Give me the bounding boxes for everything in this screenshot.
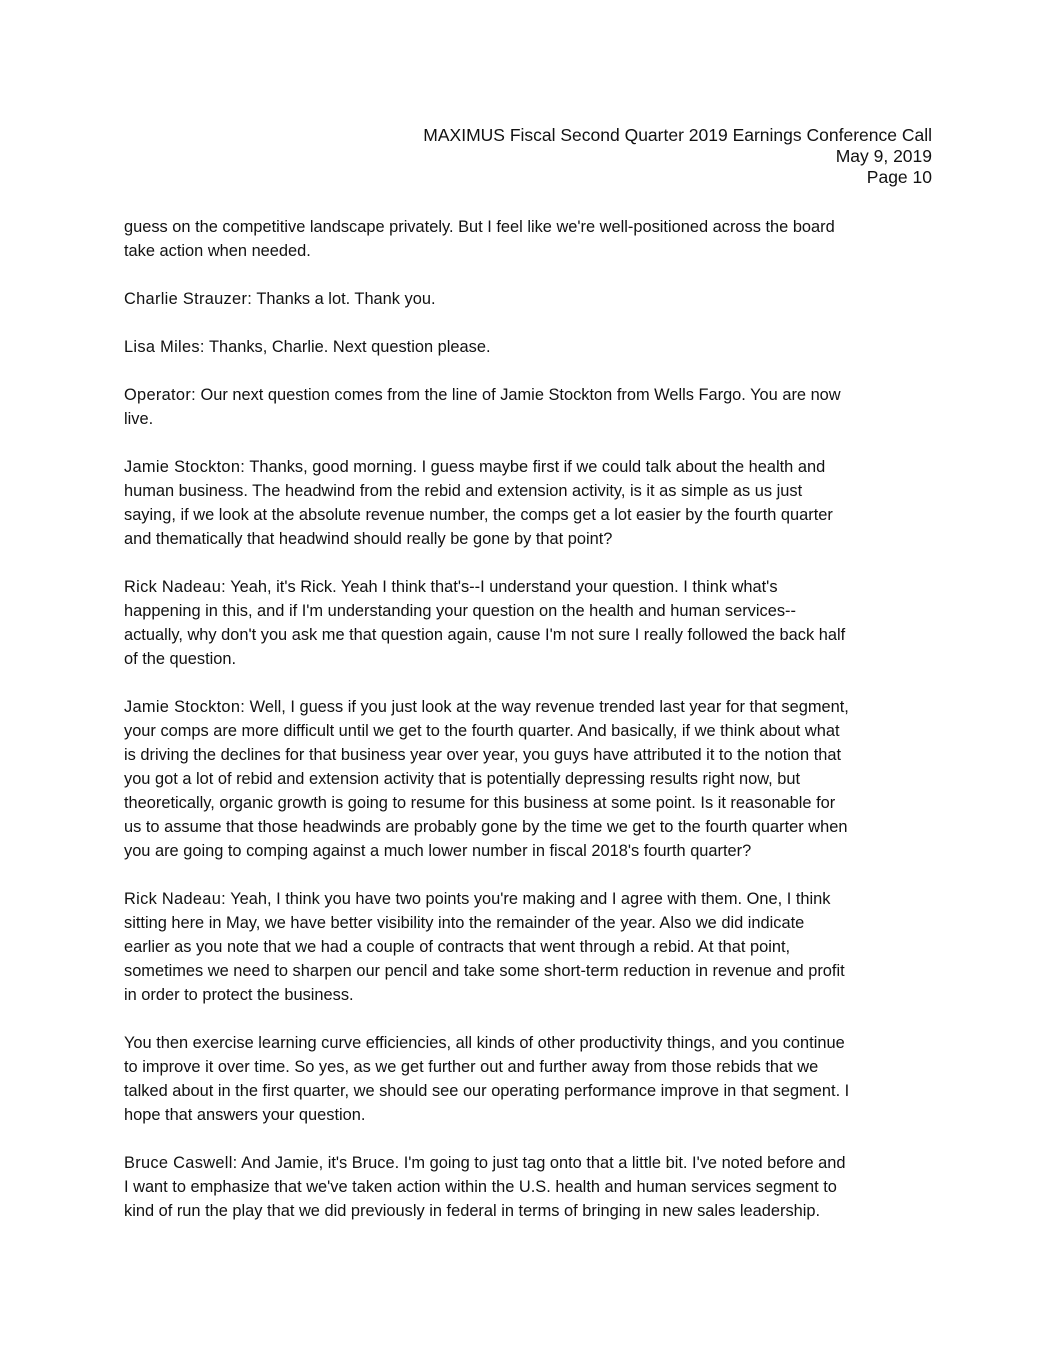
transcript-line [124,647,939,671]
transcript-paragraph [124,887,939,1007]
line-text: Our next question comes from the line of Jamie Stockton from Wells Fargo. You are now [195,386,841,404]
transcript-line [124,503,939,527]
line-text: your comps are more difficult until we get to the fourth quarter. And basically, if we think about what [124,722,840,740]
transcript-line [124,335,939,359]
transcript-line [124,815,939,839]
transcript-line [124,287,939,311]
line-text: Yeah, it's Rick. Yeah I think that's--I understand your question. I think what's [226,578,778,596]
line-text: Thanks, good morning. I guess maybe first if we could talk about the health and [245,458,826,476]
transcript-line [124,407,939,431]
line-text: you are going to comping against a much lower number in fiscal 2018's fourth quarter? [124,842,752,860]
line-text: You then exercise learning curve efficiencies, all kinds of other productivity things, and you continue [124,1034,845,1052]
speaker-name: Rick Nadeau: [124,890,226,908]
line-text: hope that answers your question. [124,1106,366,1124]
speaker-name: Operator: [124,386,196,404]
speaker-name: Lisa Miles: [124,338,205,356]
transcript-paragraph [124,287,939,311]
transcript-line [124,839,939,863]
line-text: live. [124,410,154,428]
line-text: in order to protect the business. [124,986,354,1004]
transcript-paragraph [124,383,939,431]
transcript-line [124,215,939,239]
line-text: I want to emphasize that we've taken action within the U.S. health and human services segment to [124,1178,837,1196]
transcript-line [124,455,939,479]
line-text: And Jamie, it's Bruce. I'm going to just tag onto that a little bit. I've noted before and [237,1154,846,1172]
transcript-line [124,791,939,815]
line-text: human business. The headwind from the rebid and extension activity, is it as simple as us just [124,482,803,500]
line-text: Thanks a lot. Thank you. [252,290,436,308]
transcript-paragraph [124,695,939,863]
transcript-line [124,983,939,1007]
line-text: Yeah, I think you have two points you're making and I agree with them. One, I think [226,890,831,908]
transcript-line [124,911,939,935]
transcript-paragraph [124,335,939,359]
line-text: is driving the declines for that business year over year, you guys have attributed it to the notion that [124,746,842,764]
speaker-name: Bruce Caswell: [124,1154,238,1172]
line-text: happening in this, and if I'm understanding your question on the health and human services-- [124,602,796,620]
line-text: you got a lot of rebid and extension activity that is potentially depressing results right now, but [124,770,801,788]
transcript-line [124,599,939,623]
page-header [423,125,932,188]
speaker-name: Jamie Stockton: [124,458,246,476]
line-text: saying, if we look at the absolute revenue number, the comps get a lot easier by the fourth quarter [124,506,833,524]
speaker-name: Rick Nadeau: [124,578,226,596]
transcript-line [124,767,939,791]
line-text: sitting here in May, we have better visibility into the remainder of the year. Also we did indicate [124,914,805,932]
transcript-paragraph [124,1031,939,1127]
transcript-line [124,527,939,551]
transcript-paragraph [124,215,939,263]
transcript-line [124,719,939,743]
transcript-line [124,1151,939,1175]
transcript-line [124,887,939,911]
transcript-paragraph [124,455,939,551]
transcript-line [124,743,939,767]
line-text: us to assume that those headwinds are probably gone by the time we get to the fourth quarter when [124,818,848,836]
transcript-line [124,1079,939,1103]
transcript-line [124,479,939,503]
transcript-body [124,215,939,1247]
document-date: May 9, 2019 [835,146,932,166]
line-text: take action when needed. [124,242,311,260]
line-text: to improve it over time. So yes, as we get further out and further away from those rebids that we [124,1058,819,1076]
transcript-line [124,959,939,983]
line-text: guess on the competitive landscape privately. But I feel like we're well-positioned across the board [124,218,835,236]
transcript-line [124,695,939,719]
transcript-line [124,623,939,647]
transcript-line [124,1199,939,1223]
transcript-paragraph [124,575,939,671]
transcript-paragraph [124,1151,939,1223]
transcript-line [124,239,939,263]
page-number: Page 10 [866,167,932,187]
transcript-line [124,1055,939,1079]
line-text: talked about in the first quarter, we should see our operating performance improve in that segment. I [124,1082,850,1100]
document-title: MAXIMUS Fiscal Second Quarter 2019 Earnings Conference Call [423,125,932,145]
speaker-name: Charlie Strauzer: [124,290,253,308]
line-text: of the question. [124,650,237,668]
line-text: earlier as you note that we had a couple of contracts that went through a rebid. At that point, [124,938,791,956]
transcript-line [124,383,939,407]
line-text: kind of run the play that we did previously in federal in terms of bringing in new sales leadership. [124,1202,821,1220]
transcript-line [124,1103,939,1127]
line-text: Well, I guess if you just look at the way revenue trended last year for that segment, [245,698,849,716]
transcript-line [124,1031,939,1055]
transcript-line [124,1175,939,1199]
speaker-name: Jamie Stockton: [124,698,246,716]
transcript-line [124,935,939,959]
line-text: and thematically that headwind should really be gone by that point? [124,530,613,548]
line-text: sometimes we need to sharpen our pencil and take some short-term reduction in revenue and profit [124,962,845,980]
line-text: actually, why don't you ask me that question again, cause I'm not sure I really followed the back half [124,626,846,644]
transcript-line [124,575,939,599]
line-text: theoretically, organic growth is going to resume for this business at some point. Is it reasonable for [124,794,836,812]
line-text: Thanks, Charlie. Next question please. [204,338,491,356]
